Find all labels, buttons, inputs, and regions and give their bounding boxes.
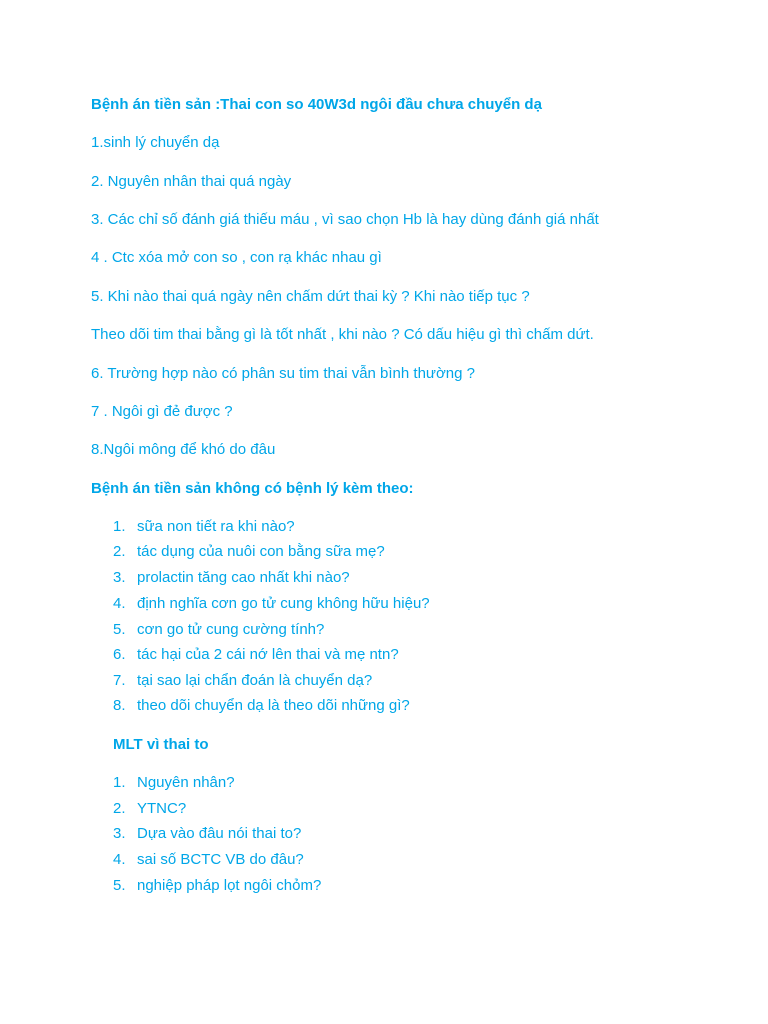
list-text: tác hại của 2 cái nớ lên thai và mẹ ntn? xyxy=(137,646,399,663)
list-text: tại sao lại chẩn đoán là chuyển dạ? xyxy=(137,672,373,689)
section3-title: MLT vì thai to xyxy=(113,736,209,753)
list-text: YTNC? xyxy=(137,800,187,817)
section1-line: 8.Ngôi mông để khó do đâu xyxy=(91,441,276,458)
list-number: 5. xyxy=(113,621,126,638)
section1-line: 7 . Ngôi gì đẻ được ? xyxy=(91,403,233,420)
section1-line: Theo dõi tim thai bằng gì là tốt nhất , khi nào ? Có dấu hiệu gì thì chấm dứt. xyxy=(91,326,594,343)
list-text: tác dụng của nuôi con bằng sữa mẹ? xyxy=(137,543,385,560)
list-number: 1. xyxy=(113,774,126,791)
section1-line: 4 . Ctc xóa mở con so , con rạ khác nhau gì xyxy=(91,249,382,266)
list-number: 4. xyxy=(113,595,126,612)
list-text: Dựa vào đâu nói thai to? xyxy=(137,825,302,842)
list-text: prolactin tăng cao nhất khi nào? xyxy=(137,569,350,586)
list-number: 2. xyxy=(113,800,126,817)
list-text: định nghĩa cơn go tử cung không hữu hiệu? xyxy=(137,595,430,612)
list-number: 3. xyxy=(113,825,126,842)
section1-line: 6. Trường hợp nào có phân su tim thai vẫn bình thường ? xyxy=(91,365,475,382)
list-number: 4. xyxy=(113,851,126,868)
list-text: cơn go tử cung cường tính? xyxy=(137,621,325,638)
list-number: 3. xyxy=(113,569,126,586)
section1-line: 2. Nguyên nhân thai quá ngày xyxy=(91,173,292,190)
section2-title: Bệnh án tiền sản không có bệnh lý kèm theo: xyxy=(91,480,414,497)
list-number: 1. xyxy=(113,518,126,535)
list-text: theo dõi chuyển dạ là theo dõi những gì? xyxy=(137,697,410,714)
list-text: sữa non tiết ra khi nào? xyxy=(137,518,295,535)
section1-line: 1.sinh lý chuyển dạ xyxy=(91,134,220,151)
list-number: 6. xyxy=(113,646,126,663)
section1-title: Bệnh án tiền sản :Thai con so 40W3d ngôi đầu chưa chuyển dạ xyxy=(91,96,542,113)
list-text: nghiệp pháp lọt ngôi chỏm? xyxy=(137,877,322,894)
section1-line: 5. Khi nào thai quá ngày nên chấm dứt thai kỳ ? Khi nào tiếp tục ? xyxy=(91,288,530,305)
list-text: sai số BCTC VB do đâu? xyxy=(137,851,304,868)
section1-line: 3. Các chỉ số đánh giá thiếu máu , vì sao chọn Hb là hay dùng đánh giá nhất xyxy=(91,211,599,228)
list-number: 7. xyxy=(113,672,126,689)
list-number: 2. xyxy=(113,543,126,560)
list-number: 8. xyxy=(113,697,126,714)
list-number: 5. xyxy=(113,877,126,894)
list-text: Nguyên nhân? xyxy=(137,774,235,791)
